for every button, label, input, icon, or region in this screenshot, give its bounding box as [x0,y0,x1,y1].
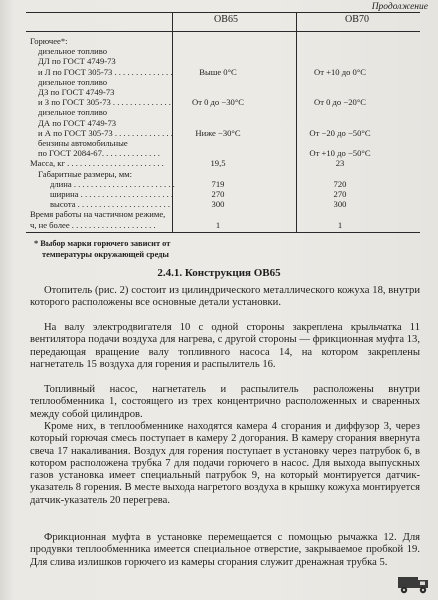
section-heading: 2.4.1. Конструкция ОВ65 [157,267,281,279]
spec-value-ov70: 1 [337,219,343,230]
spec-label: длина . . . . . . . . . . . . . . . . . . . . . . . . [50,178,175,189]
spec-value-ov70: 23 [335,158,345,169]
spec-label: бензины автомобильные [38,138,128,148]
spec-value-ov65: 270 [211,189,225,199]
spec-label: Горючее*: [30,36,68,46]
spec-label: ч, не более . . . . . . . . . . . . . . . . . . . . [30,219,156,230]
spec-label: Время работы на частичном режиме, [30,209,166,220]
spec-label: и З по ГОСТ 305-73 . . . . . . . . . . . . . . [38,97,171,108]
spec-value-ov65: Выше 0°С [199,66,237,77]
spec-value-ov65: 300 [211,199,225,210]
spec-value-ov70: От +10 до −50°С [309,148,371,159]
table-top-rule [26,12,420,13]
spec-value-ov65: 19,5 [210,158,226,169]
spec-value-ov65: От 0 до −30°С [192,97,244,108]
spec-value-ov70: От 0 до −20°С [314,97,366,108]
spec-label: дизельное топливо [38,107,108,118]
table-header-ov70: ОВ70 [345,14,369,25]
spec-label: и А по ГОСТ 305-73 . . . . . . . . . . . . . . [38,127,173,138]
running-head: Продолжение [371,2,428,12]
paragraph-3: Топливный насос, нагнетатель и распылитель расположены внутри теплообменника 1, состоящего из трех концентрично расположенных и сваренных между собой цилиндров. [30,384,420,420]
table-header-rule [26,31,420,32]
spec-label: и Л по ГОСТ 305-73 . . . . . . . . . . . . . . [38,66,173,77]
table-bottom-rule [26,232,420,233]
spec-value-ov70: 300 [333,199,347,210]
spec-label: ДЗ по ГОСТ 4749-73 [38,87,115,97]
spec-value-ov70: От −20 до −50°С [309,127,371,138]
table-footnote-line2: температуры окружающей среды [42,250,169,259]
paragraph-1: Отопитель (рис. 2) состоит из цилиндрического металлического кожуха 18, внутри которого расположены все основные детали установки. [30,285,420,309]
paragraph-4: Кроме них, в теплообменнике находятся камера 4 сгорания и диффузор 3, через который горючая смесь поступает в камеру 2 догорания. В камеру сгорания ввернута свеча 17 накаливания. Воздух для горения поступает в установку через патрубок 6, в котором расположена трубка 7 для подачи горючего в насос. Для выхода выпускных газов установка имеет специальный патрубок 9, на который монтируется датчик-указатель 8 горения. В месте выхода нагретого воздуха в крышку кожуха монтируется датчик-указатель 20 перегрева. [30,421,420,506]
spec-label: ДЛ по ГОСТ 4749-73 [38,56,116,67]
spec-value-ov70: 270 [333,189,347,199]
paragraph-5: Фрикционная муфта в установке перемещается с помощью рычажка 12. Для продувки теплообменника имеется специальное отверстие, закрываемое пробкой 19. Для слива излишков горючего из камеры сгорания служит дренажная трубка 5. [30,532,420,568]
spec-value-ov65: 1 [215,219,221,230]
spec-label: высота . . . . . . . . . . . . . . . . . . . . . . [50,199,171,210]
spec-label: дизельное топливо [38,76,108,87]
truck-icon [396,568,432,596]
spec-value-ov65: Ниже −30°С [195,127,241,138]
spec-label: ДА по ГОСТ 4749-73 [38,117,117,128]
spec-label: по ГОСТ 2084-67. . . . . . . . . . . . . . [38,148,160,159]
spec-label: ширина . . . . . . . . . . . . . . . . . . . . . . [50,189,174,199]
spec-value-ov65: 719 [211,178,225,189]
spec-label: Габаритные размеры, мм: [38,168,133,179]
table-footnote-line1: * Выбор марки горючего зависит от [34,239,171,248]
paragraph-2: На валу электродвигателя 10 с одной стороны закреплена крыльчатка 11 вентилятора подачи воздуха для нагрева, с другой стороны — фрикционная муфта 13, передающая вращение валу топливного насоса 14, на котором закреплены нагнетатель 15 воздуха для горения и распылитель 16. [30,322,420,370]
spec-value-ov70: 720 [333,178,347,189]
spec-value-ov70: От +10 до 0°С [314,66,366,77]
spec-label: дизельное топливо [38,46,108,57]
spec-row [30,219,422,231]
table-header-ov65: ОВ65 [214,14,238,25]
spec-label: Масса, кг . . . . . . . . . . . . . . . . . . . . . . . [30,158,164,169]
